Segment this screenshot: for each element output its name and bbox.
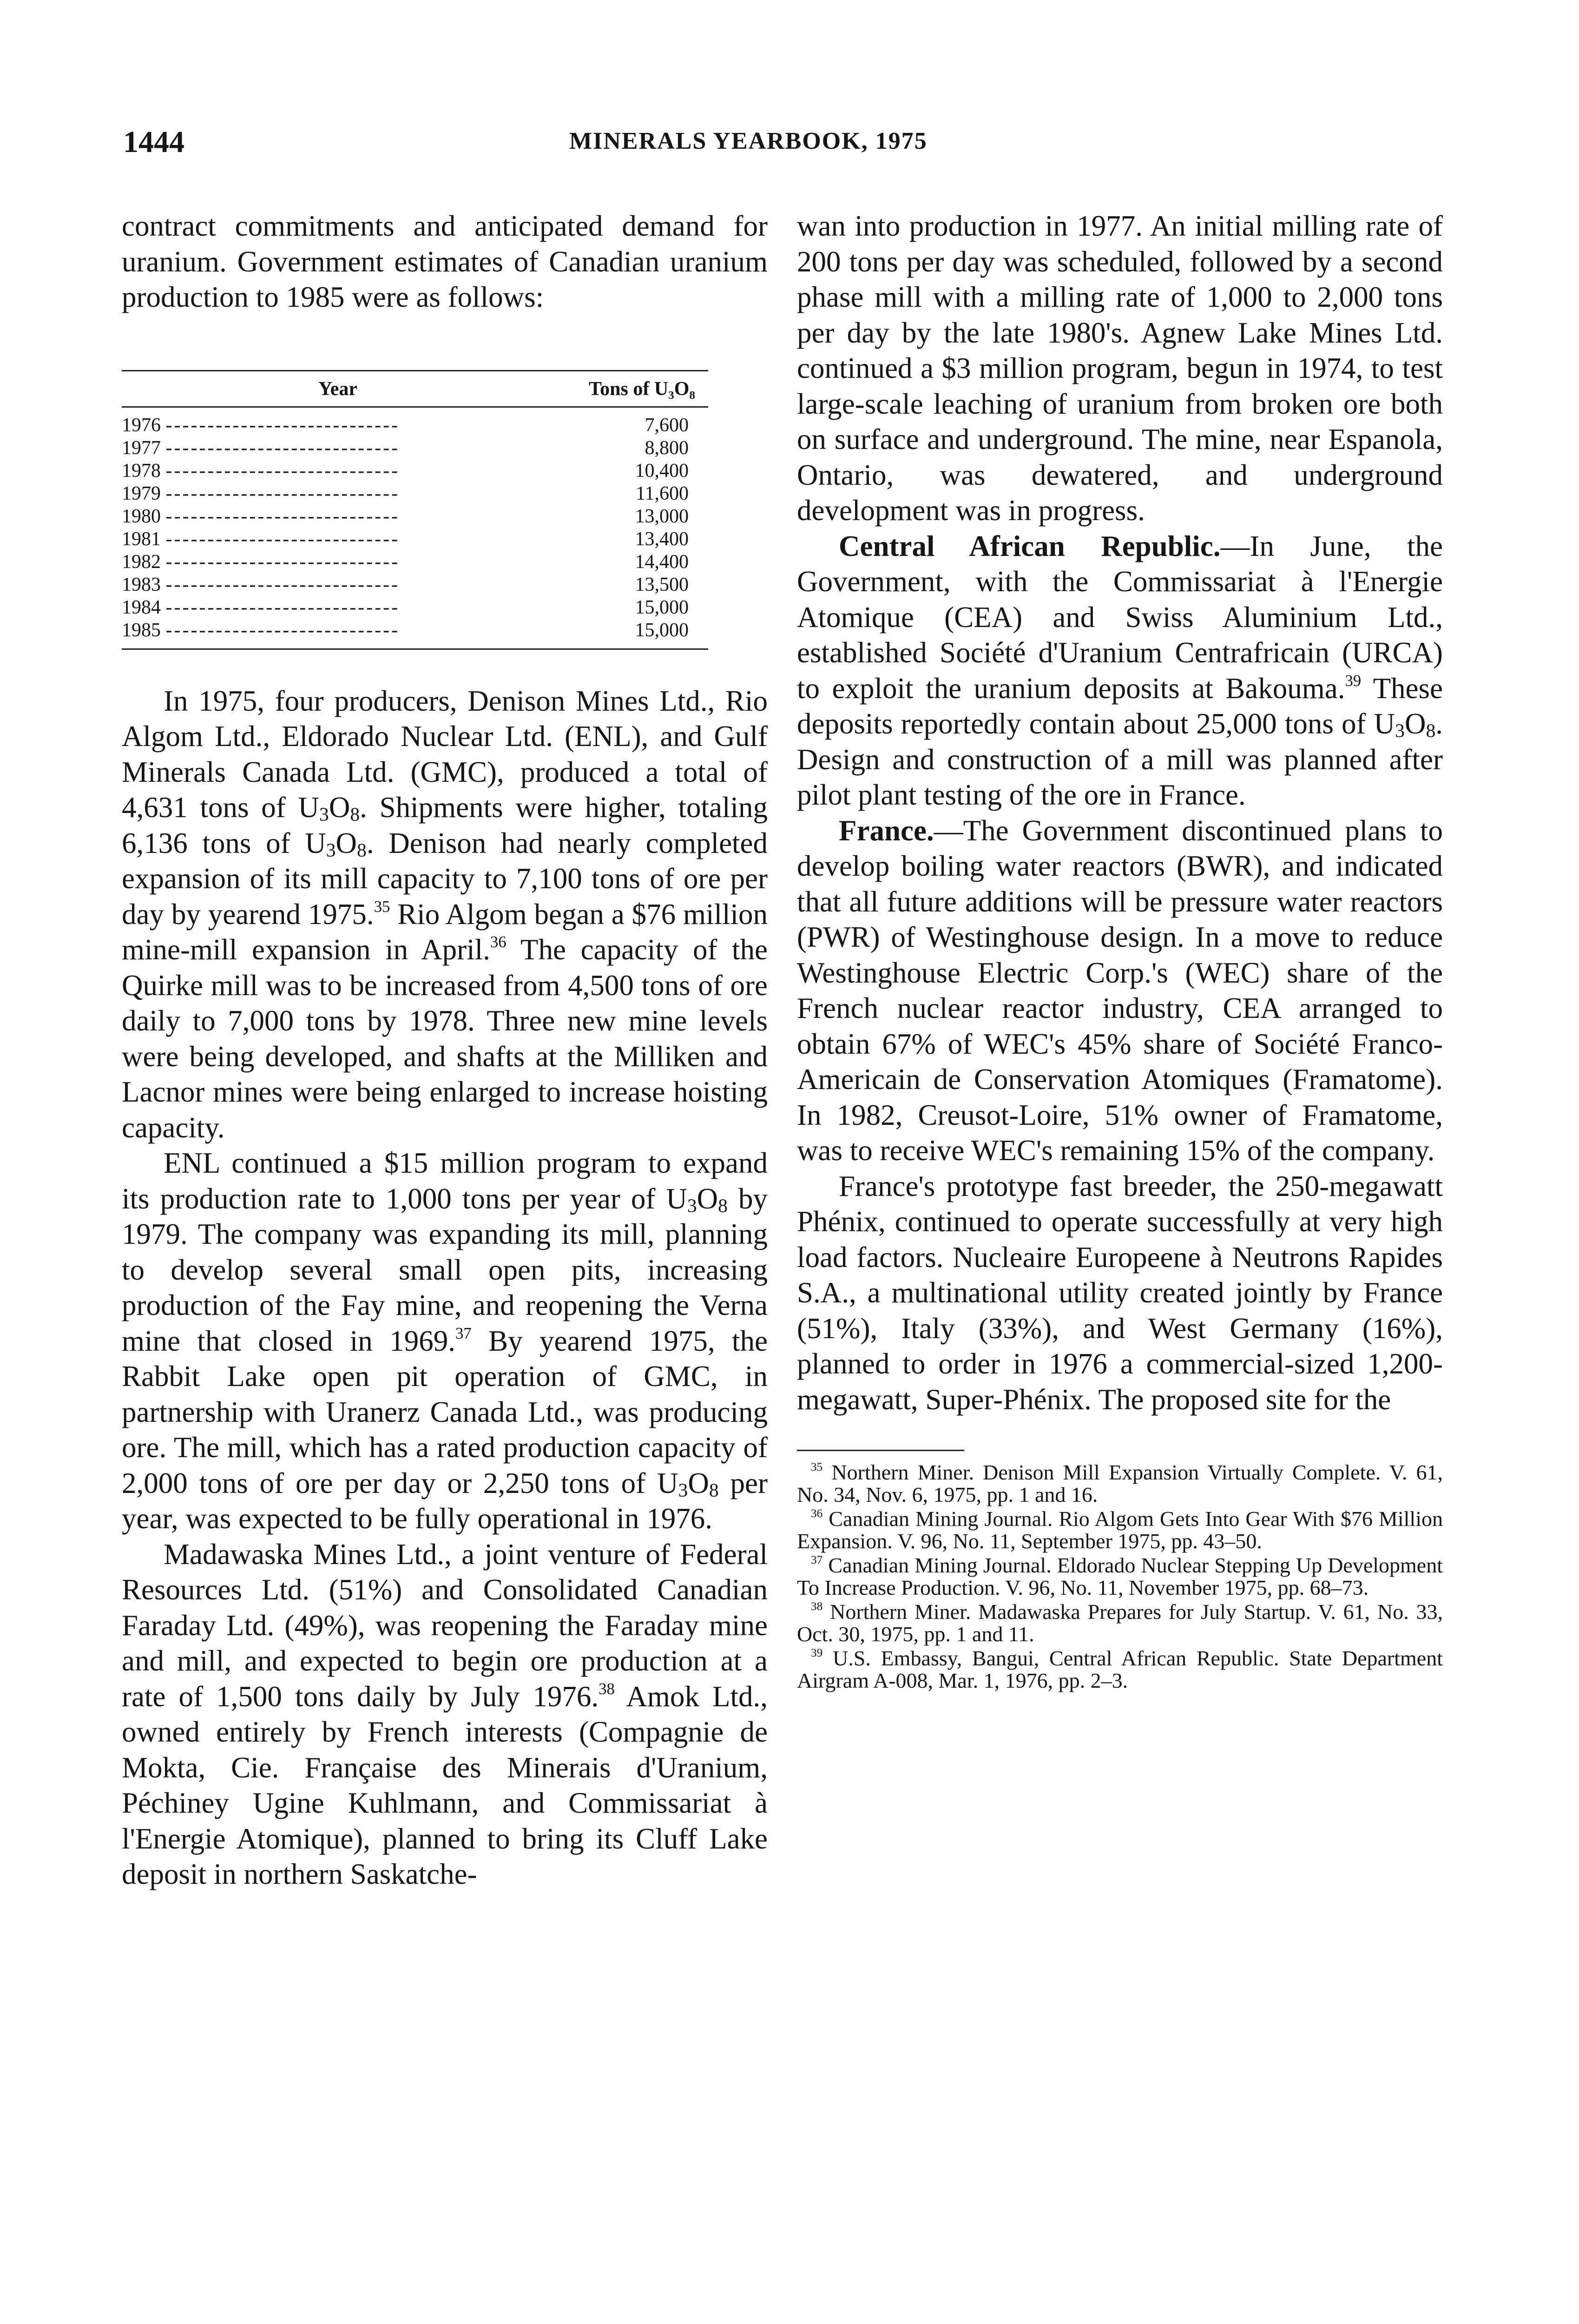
table-row [122,460,708,482]
year-cell: 1978 [122,460,161,482]
leader-dots: ---------------------------- [165,414,400,436]
column-header-tons: Tons of U₃O₈ [554,370,708,407]
leader-dots: ---------------------------- [165,574,400,595]
tons-cell: 13,000 [635,505,689,527]
tons-cell: 13,500 [635,574,689,595]
footnote-item: $^{37}$ Canadian Mining Journal. Eldorado Nuclear Stepping Up Development To Increase Production. V. 96, No. 11, November 1975, pp. 68–73. [797,1553,1443,1599]
paragraph-intro: contract commitments and anticipated demand for uranium. Government estimates of Canadian uranium production to 1985 were as follows: [122,210,768,313]
table-row [122,437,708,460]
page-number: 1444 [123,125,184,159]
table-row [122,551,708,574]
left-column [122,208,768,1892]
leader-dots: ---------------------------- [165,551,400,573]
footnotes [797,1461,1443,1692]
table-row [122,407,708,437]
page-header [123,125,1443,162]
column-header-year: Year [122,370,554,407]
footnote-divider [797,1450,964,1451]
paragraph-enl: ENL continued a $15 million program to expand its production rate to 1,000 tons per year of U3O8 by 1979. The company was expanding its mill, planning to develop several small open pits, increasing production of the Fay mine, and reopening the Verna mine that closed in 1969.37 By yearend 1975, the Rabbit Lake open pit operation of GMC, in partnership with Uranerz Canada Ltd., was producing ore. The mill, which has a rated production capacity of 2,000 tons of ore per day or 2,250 tons of U3O8 per year, was expected to be fully operational in 1976. [122,1147,768,1535]
leader-dots: ---------------------------- [165,619,400,641]
year-cell: 1979 [122,482,161,504]
leader-dots: ---------------------------- [165,528,400,550]
tons-cell: 7,600 [645,414,689,436]
table-row [122,596,708,619]
year-cell: 1980 [122,505,161,527]
footnote-ref: 38 [599,1680,615,1698]
tons-cell: 15,000 [635,596,689,618]
table-row [122,505,708,528]
paragraph-fast-breeder: France's prototype fast breeder, the 250-megawatt Phénix, continued to operate successfully at very high load factors. Nucleaire Europeene à Neutrons Rapides S.A., a multinational utility created jointly by France (51%), Italy (33%), and West Germany (16%), planned to order in 1976 a commercial-sized 1,200-megawatt, Super-Phénix. The proposed site for the [797,1169,1443,1416]
paragraph-canadian-producers: In 1975, four producers, Denison Mines Ltd., Rio Algom Ltd., Eldorado Nuclear Ltd. (ENL), and Gulf Minerals Canada Ltd. (GMC), produced a total of 4,631 tons of U3O8. Shipments were higher, totaling 6,136 tons of U3O8. Denison had nearly completed expansion of its mill capacity to 7,100 tons of ore per day by yearend 1975.35 Rio Algom began a $76 million mine-mill expansion in April.$^{36}$ The capacity of the Quirke mill was to be increased from 4,500 tons of ore daily to 7,000 tons by 1978. Three new mine levels were being developed, and shafts at the Milliken and Lacnor mines were being enlarged to increase hoisting capacity. [122,684,768,1144]
section-heading: Central African Republic. [839,529,1221,562]
year-cell: 1976 [122,414,161,436]
footnote-item: $^{35}$ Northern Miner. Denison Mill Expansion Virtually Complete. V. 61, No. 34, Nov. 6, 1975, pp. 1 and 16. [797,1460,1443,1506]
running-title: MINERALS YEARBOOK, 1975 [569,128,928,154]
right-column [797,208,1443,1694]
table-header-row [122,370,708,407]
year-cell: 1981 [122,528,161,550]
tons-cell: 8,800 [645,437,689,459]
paragraph-central-african-republic: Central African Republic.—In June, the Government, with the Commissariat à l'Energie Atomique (CEA) and Swiss Aluminium Ltd., established Société d'Uranium Centrafricain (URCA) to exploit the uranium deposits at Bakouma.$^{39}$ These deposits reportedly contain about 25,000 tons of U3O8. Design and construction of a mill was planned after pilot plant testing of the ore in France. [797,529,1443,811]
tons-cell: 14,400 [635,551,689,573]
footnote-ref: 37 [455,1324,472,1342]
tons-cell: 11,600 [636,482,689,504]
footnote-item: $^{39}$ U.S. Embassy, Bangui, Central African Republic. State Department Airgram A-008, Mar. 1, 1976, pp. 2–3. [797,1646,1443,1692]
section-heading: France. [839,814,934,847]
tons-cell: 15,000 [554,619,708,649]
year-cell: 1983 [122,574,161,595]
uranium-production-table [122,370,708,650]
leader-dots: ---------------------------- [165,437,400,459]
table-row [122,619,708,649]
leader-dots: ---------------------------- [165,460,400,482]
year-cell: 1977 [122,437,161,459]
footnote-ref: 39 [1345,672,1362,690]
footnote-item: $^{38}$ Northern Miner. Madawaska Prepares for July Startup. V. 61, No. 33, Oct. 30, 1975, pp. 1 and 11. [797,1600,1443,1646]
year-cell: 1985 [122,619,161,641]
table-row [122,528,708,551]
table-row [122,482,708,505]
paragraph-continued: wan into production in 1977. An initial milling rate of 200 tons per day was scheduled, followed by a second phase mill with a milling rate of 1,000 to 2,000 tons per day by the late 1980's. Agnew Lake Mines Ltd. continued a $3 million program, begun in 1974, to test large-scale leaching of uranium from broken ore both on surface and underground. The mine, near Espanola, Ontario, was dewatered, and underground development was in progress. [797,210,1443,527]
footnote-item: $^{36}$ Canadian Mining Journal. Rio Algom Gets Into Gear With $76 Million Expansion. V. 96, No. 11, September 1975, pp. 43–50. [797,1507,1443,1553]
footnote-ref: 36 [490,933,507,951]
paragraph-madawaska: Madawaska Mines Ltd., a joint venture of Federal Resources Ltd. (51%) and Consolidated Canadian Faraday Ltd. (49%), was reopening the Faraday mine and mill, and expected to begin ore production at a rate of 1,500 tons daily by July 1976.38 Amok Ltd., owned entirely by French interests (Compagnie de Mokta, Cie. Française des Minerais d'Uranium, Péchiney Ugine Kuhlmann, and Commissariat à l'Energie Atomique), planned to bring its Cluff Lake deposit in northern Saskatche- [122,1538,768,1890]
leader-dots: ---------------------------- [165,505,400,527]
footnote-ref: 35 [374,898,390,916]
leader-dots: ---------------------------- [165,596,400,618]
leader-dots: ---------------------------- [165,482,400,504]
tons-cell: 10,400 [635,460,689,482]
tons-cell: 13,400 [635,528,689,550]
paragraph-france: France.—The Government discontinued plans to develop boiling water reactors (BWR), and indicated that all future additions will be pressure water reactors (PWR) of Westinghouse design. In a move to reduce Westinghouse Electric Corp.'s (WEC) share of the French nuclear reactor industry, CEA arranged to obtain 67% of WEC's 45% share of Société Franco-Americain de Conservation Atomiques (Framatome). In 1982, Creusot-Loire, 51% owner of Framatome, was to receive WEC's remaining 15% of the company. [797,814,1443,1167]
year-cell: 1982 [122,551,161,573]
year-cell: 1984 [122,596,161,618]
table-row [122,574,708,596]
